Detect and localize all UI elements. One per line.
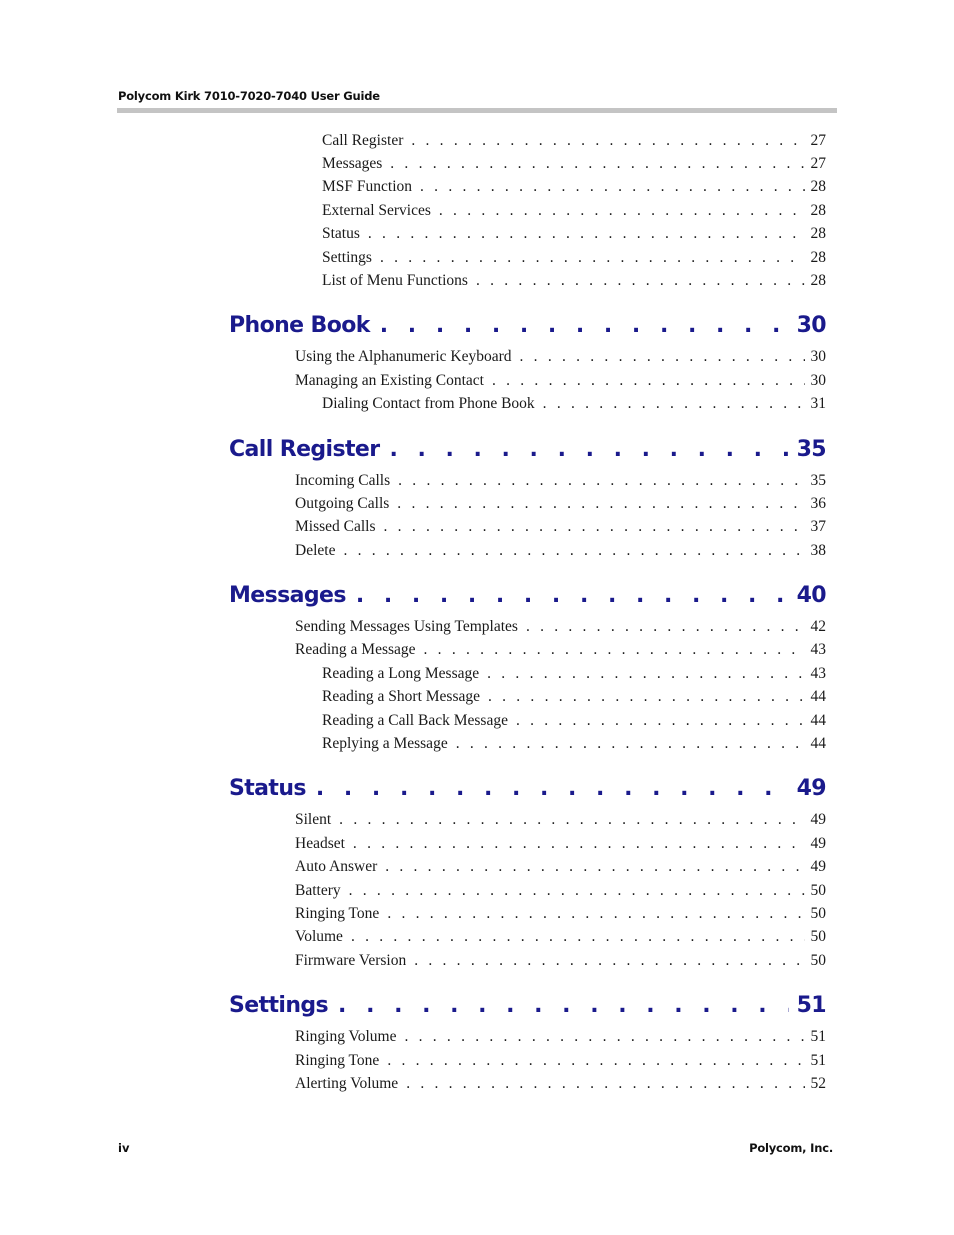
header-rule	[117, 108, 837, 113]
toc-entry-page: 27	[810, 155, 826, 172]
toc-entry-label: Incoming Calls	[295, 472, 391, 489]
toc-chapter-heading[interactable]	[229, 776, 826, 808]
toc-entry-page: 43	[810, 665, 826, 682]
toc-chapter-heading[interactable]	[229, 313, 826, 345]
toc-entry-page: 49	[810, 858, 826, 875]
toc-entry[interactable]	[322, 132, 826, 154]
toc-entry[interactable]	[295, 618, 826, 640]
toc-entry[interactable]	[322, 395, 826, 417]
toc-entry-page: 30	[810, 372, 826, 389]
toc-entry[interactable]	[322, 155, 826, 177]
toc-entry[interactable]	[322, 272, 826, 294]
toc-entry-label: Delete	[295, 542, 336, 559]
dot-leader	[404, 1028, 804, 1046]
dot-leader	[385, 858, 804, 876]
dot-leader	[543, 395, 805, 413]
toc-entry[interactable]	[295, 928, 826, 950]
dot-leader	[380, 249, 805, 267]
toc-entry-label: Messages	[322, 155, 383, 172]
toc-entry-page: 30	[810, 348, 826, 365]
dot-leader	[476, 272, 805, 290]
toc-entry-page: 28	[810, 249, 826, 266]
toc-entry[interactable]	[295, 905, 826, 927]
toc-chapter-heading[interactable]	[229, 583, 826, 615]
dot-leader	[439, 202, 805, 220]
chapter-page: 49	[796, 776, 826, 801]
toc-entry-page: 50	[810, 905, 826, 922]
toc-entry-label: Firmware Version	[295, 952, 407, 969]
toc-entry[interactable]	[295, 641, 826, 663]
toc-entry[interactable]	[295, 882, 826, 904]
toc-entry[interactable]	[295, 835, 826, 857]
toc-entry-page: 27	[810, 132, 826, 149]
toc-chapter-heading[interactable]	[229, 993, 826, 1025]
dot-leader	[387, 1052, 804, 1070]
dot-leader	[338, 993, 789, 1018]
toc-entry-page: 49	[810, 811, 826, 828]
footer-company: Polycom, Inc.	[749, 1141, 833, 1155]
dot-leader	[488, 688, 805, 706]
toc-entry-label: Reading a Long Message	[322, 665, 480, 682]
toc-entry[interactable]	[295, 858, 826, 880]
dot-leader	[353, 835, 805, 853]
dot-leader	[526, 618, 805, 636]
toc-entry-label: Sending Messages Using Templates	[295, 618, 518, 635]
dot-leader	[356, 583, 789, 608]
toc-entry-label: Status	[322, 225, 360, 242]
toc-entry-page: 50	[810, 952, 826, 969]
toc-entry-page: 50	[810, 882, 826, 899]
toc-entry-page: 28	[810, 178, 826, 195]
toc-chapter-heading[interactable]	[229, 437, 826, 469]
toc-entry[interactable]	[295, 348, 826, 370]
toc-entry-page: 28	[810, 225, 826, 242]
dot-leader	[492, 372, 805, 390]
toc-entry[interactable]	[295, 518, 826, 540]
toc-entry[interactable]	[322, 735, 826, 757]
dot-leader	[349, 882, 805, 900]
toc-entry[interactable]	[295, 372, 826, 394]
dot-leader	[351, 928, 805, 946]
toc-entry-label: Ringing Volume	[295, 1028, 397, 1045]
toc-entry-page: 28	[810, 272, 826, 289]
dot-leader	[406, 1075, 804, 1093]
toc-entry-label: Reading a Short Message	[322, 688, 480, 705]
dot-leader	[411, 132, 804, 150]
toc-entry-label: Dialing Contact from Phone Book	[322, 395, 535, 412]
toc-entry-page: 44	[810, 712, 826, 729]
toc-entry-label: Reading a Message	[295, 641, 416, 658]
dot-leader	[390, 155, 804, 173]
toc-entry-page: 38	[810, 542, 826, 559]
toc-entry-page: 37	[810, 518, 826, 535]
dot-leader	[384, 518, 805, 536]
dot-leader	[339, 811, 804, 829]
toc-entry-page: 50	[810, 928, 826, 945]
toc-entry-page: 36	[810, 495, 826, 512]
chapter-page: 35	[796, 437, 826, 462]
toc-entry-page: 51	[810, 1028, 826, 1045]
toc-entry-label: Settings	[322, 249, 372, 266]
toc-entry[interactable]	[295, 1028, 826, 1050]
toc-entry-label: Missed Calls	[295, 518, 376, 535]
toc-entry[interactable]	[322, 202, 826, 224]
toc-entry-page: 35	[810, 472, 826, 489]
toc-entry-label: Battery	[295, 882, 341, 899]
toc-entry-label: Managing an Existing Contact	[295, 372, 484, 389]
dot-leader	[420, 178, 804, 196]
toc-entry[interactable]	[322, 665, 826, 687]
toc-entry-label: Ringing Tone	[295, 1052, 380, 1069]
chapter-title: Call Register	[229, 437, 380, 462]
dot-leader	[380, 313, 789, 338]
dot-leader	[456, 735, 805, 753]
toc-entry-label: Replying a Message	[322, 735, 448, 752]
dot-leader	[343, 542, 804, 560]
toc-entry-page: 43	[810, 641, 826, 658]
dot-leader	[424, 641, 805, 659]
dot-leader	[414, 952, 804, 970]
toc-entry-label: Call Register	[322, 132, 404, 149]
toc-entry[interactable]	[322, 249, 826, 271]
toc-entry-page: 51	[810, 1052, 826, 1069]
toc-entry-page: 52	[810, 1075, 826, 1092]
toc-entry[interactable]	[295, 1052, 826, 1074]
toc-entry-label: Headset	[295, 835, 345, 852]
chapter-page: 40	[796, 583, 826, 608]
chapter-title: Phone Book	[229, 313, 370, 338]
chapter-title: Settings	[229, 993, 329, 1018]
toc-entry-page: 44	[810, 688, 826, 705]
dot-leader	[387, 905, 804, 923]
toc-entry-label: List of Menu Functions	[322, 272, 468, 289]
toc-entry-label: MSF Function	[322, 178, 413, 195]
toc-entry-label: External Services	[322, 202, 431, 219]
toc-entry[interactable]	[295, 952, 826, 974]
toc-entry-label: Alerting Volume	[295, 1075, 399, 1092]
dot-leader	[397, 495, 804, 513]
toc-entry-label: Reading a Call Back Message	[322, 712, 508, 729]
dot-leader	[368, 225, 805, 243]
toc-entry[interactable]	[322, 225, 826, 247]
toc-entry[interactable]	[295, 1075, 826, 1097]
toc-entry-label: Using the Alphanumeric Keyboard	[295, 348, 512, 365]
toc-entry-label: Outgoing Calls	[295, 495, 390, 512]
toc-entry-page: 44	[810, 735, 826, 752]
dot-leader	[520, 348, 805, 366]
toc-entry-label: Volume	[295, 928, 343, 945]
chapter-page: 51	[796, 993, 826, 1018]
chapter-title: Status	[229, 776, 306, 801]
dot-leader	[316, 776, 789, 801]
dot-leader	[516, 712, 805, 730]
toc-entry-page: 42	[810, 618, 826, 635]
toc-entry-label: Auto Answer	[295, 858, 378, 875]
toc-entry[interactable]	[295, 472, 826, 494]
dot-leader	[389, 437, 788, 462]
toc-entry-label: Ringing Tone	[295, 905, 380, 922]
toc-entry[interactable]	[322, 712, 826, 734]
toc-entry[interactable]	[322, 178, 826, 200]
chapter-title: Messages	[229, 583, 346, 608]
page-number: iv	[118, 1141, 130, 1155]
toc-entry-page: 49	[810, 835, 826, 852]
running-header: Polycom Kirk 7010-7020-7040 User Guide	[118, 89, 380, 103]
toc-entry-page: 31	[810, 395, 826, 412]
toc-entry[interactable]	[295, 811, 826, 833]
toc-entry[interactable]	[295, 495, 826, 517]
toc-entry[interactable]	[322, 688, 826, 710]
chapter-page: 30	[796, 313, 826, 338]
dot-leader	[398, 472, 804, 490]
dot-leader	[487, 665, 804, 683]
toc-entry[interactable]	[295, 542, 826, 564]
toc-entry-label: Silent	[295, 811, 332, 828]
toc-entry-page: 28	[810, 202, 826, 219]
